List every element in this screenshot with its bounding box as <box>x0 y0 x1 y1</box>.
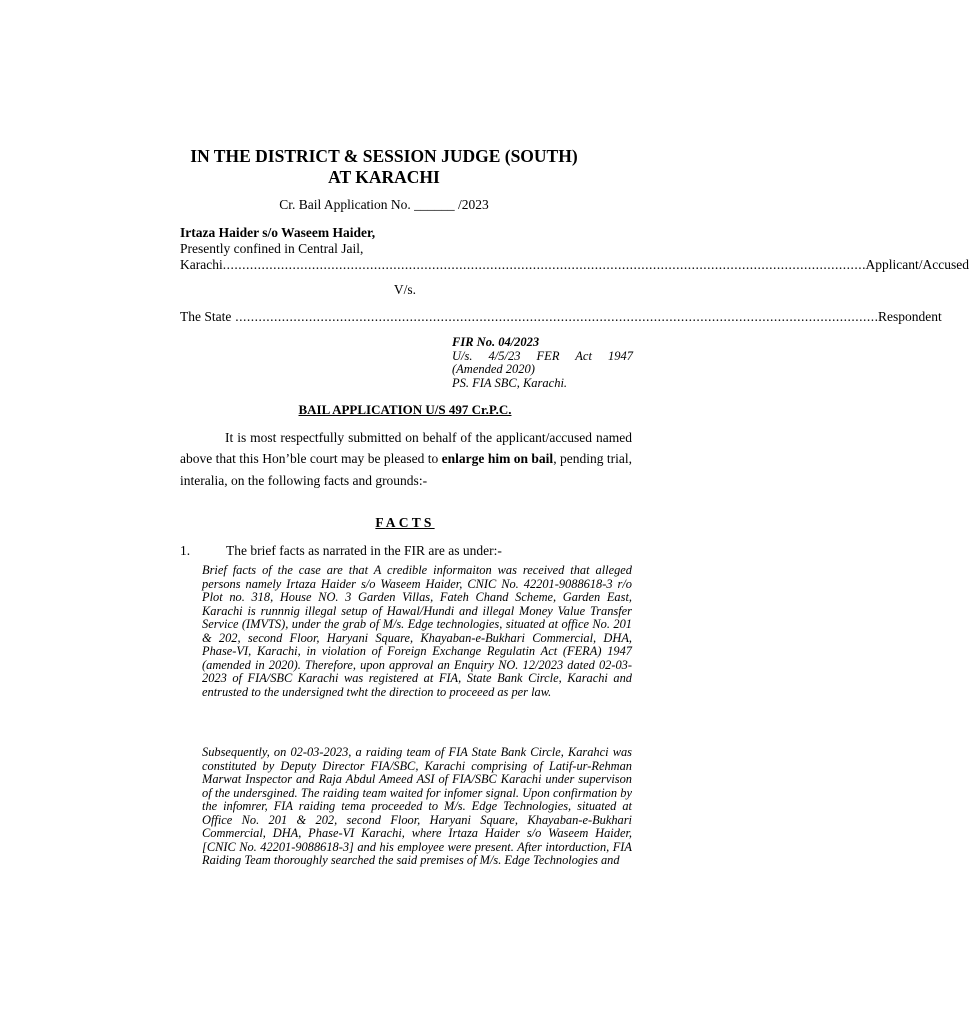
applicant-designation-line <box>180 257 969 273</box>
intro-paragraph <box>180 427 632 491</box>
application-number: Cr. Bail Application No. ______ /2023 <box>279 197 489 212</box>
dot-leader: ..................................................................................................................................................................... <box>222 257 863 272</box>
fact-point-number: 1. <box>180 543 191 558</box>
fir-details <box>452 336 633 390</box>
application-heading-text: BAIL APPLICATION U/S 497 Cr.P.C. <box>298 402 512 417</box>
intro-text-bold: enlarge him on bail <box>441 451 554 467</box>
applicant-city: Karachi <box>180 257 223 272</box>
respondent-block <box>180 309 942 325</box>
applicant-name: Irtaza Haider s/o Waseem Haider, <box>180 225 376 240</box>
court-title <box>0 146 768 188</box>
court-title-line2: AT KARACHI <box>328 167 440 187</box>
applicant-block <box>180 225 969 273</box>
applicant-confinement: Presently confined in Central Jail, <box>180 241 364 256</box>
fir-police-station: PS. FIA SBC, Karachi. <box>452 375 568 390</box>
fir-number: FIR No. 04/2023 <box>452 335 540 349</box>
fir-amendment: (Amended 2020) <box>452 362 535 376</box>
facts-heading-text: FACTS <box>375 515 435 530</box>
dot-leader: ..................................................................................................................................................................... <box>231 309 875 324</box>
respondent-designation: .Respondent <box>874 309 942 324</box>
fir-quote-paragraph-1: Brief facts of the case are that A credible informaiton was received that alleged persons namely Irtaza Haider s/o Waseem Haider, CNIC No. 42201-9088618-3 r/o Plot no. 318, House NO. 3 Garden Villas, Fateh Chand Scheme, Garden East, Karachi is runnnig illegal setup of Hawal/Hundi and illegal Money Value Transfer Service (IMVTS), under the grab of M/s. Edge technologies, situated at office No. 201 & 202, second Floor, Haryani Square, Khayaban-e-Bukhari Commercial, DHA, Phase-VI, Karachi, in violation of Foreign Exchange Regulatin Act (FERA) 1947 (amended in 2020). Therefore, upon approval an Enquiry NO. 12/2023 dated 02-03-2023 of FIA/SBC Karachi was registered at FIA, State Bank Circle, Karachi and entrusted to the undersigned twht the direction to proceeed as per law. <box>202 563 632 699</box>
fact-point-text: The brief facts as narrated in the FIR are as under:- <box>226 543 502 558</box>
court-title-line1: IN THE DISTRICT & SESSION JUDGE (SOUTH) <box>190 146 578 166</box>
fir-quote-paragraph-2: Subsequently, on 02-03-2023, a raiding team of FIA State Bank Circle, Karahci was constituted by Deputy Director FIA/SBC, Karachi comprising of Latif-ur-Rehman Marwat Inspector and Raja Abdul Ameed ASI of FIA/SBC Karachi under supervison of the undersgined. The raiding team waited for infomer signal. Upon confirmation by the infomrer, FIA raiding tema proceeded to M/s. Edge Technologies, situated at Office No. 201 & 202, second Floor, Haryani Square, Khayaban-e-Bukhari Commercial, DHA, Phase-VI Karachi, where Irtaza Haider s/o Waseem Haider, [CNIC No. 42201-9088618-3] and his employee were present. After intorduction, FIA Raiding Team thoroughly searched the said premises of M/s. Edge Technologies and <box>202 745 632 868</box>
application-heading <box>0 402 810 418</box>
versus: V/s. <box>393 282 417 297</box>
facts-heading <box>0 515 810 531</box>
respondent-line <box>180 309 942 325</box>
applicant-designation: .Applicant/Accused <box>862 257 969 272</box>
fir-section: U/s. 4/5/23 FER Act 1947 <box>452 348 633 363</box>
intro-text-part1: It is most respectfully submitted on behalf of the applicant/accused named above that this Hon’ble court may be pleased to <box>180 430 632 467</box>
intro-text-part2: , pending trial, interalia, on the following facts and grounds:- <box>180 451 633 488</box>
respondent-name: The State <box>180 309 232 324</box>
